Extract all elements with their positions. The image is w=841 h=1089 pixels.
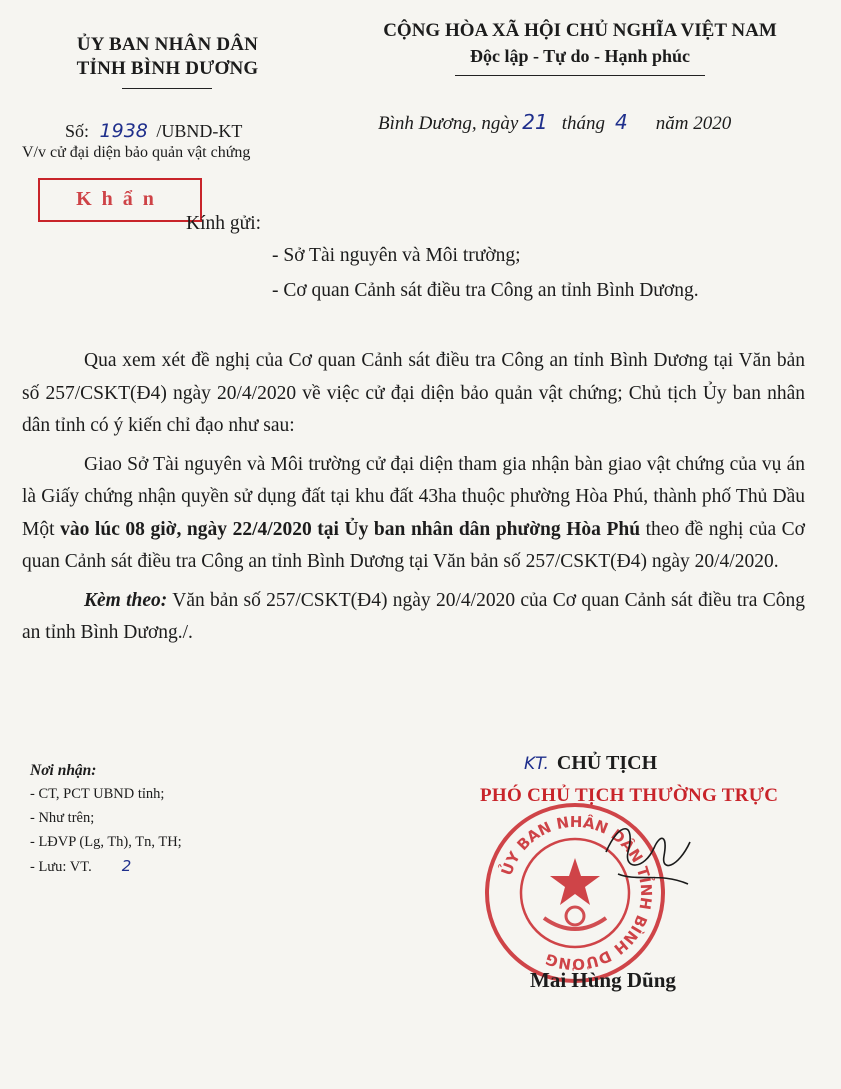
archive-copies-handwritten: 2 [121, 857, 132, 875]
kt-handwritten: KT. [524, 754, 549, 774]
motto: Độc lập - Tự do - Hạnh phúc [469, 46, 691, 66]
so-label: Số: [65, 121, 90, 141]
document-number [65, 120, 242, 142]
signer-title-line [524, 752, 657, 775]
urgency-stamp-text: Khẩn [76, 188, 164, 210]
signer-title: CHỦ TỊCH [556, 752, 658, 774]
urgency-stamp [38, 178, 202, 222]
motto-underline [455, 75, 705, 76]
distribution-items [30, 782, 182, 879]
distribution-item: - CT, PCT UBND tỉnh; [30, 786, 165, 802]
seal-star-icon [550, 858, 600, 905]
para2-start: Giao Sở Tài nguyên và Môi trường cử đại diện tham gia nhận bàn giao vật chứng của vụ án là Giấy chứng nhận quyền sử dụng đất tại khu đất 43ha thuộc phường Hòa Phú, thành phố Thủ Dầu Một [22, 453, 805, 540]
distribution-item: - LĐVP (Lg, Th), Tn, TH; [30, 834, 182, 850]
signature-stroke [606, 829, 690, 884]
month-handwritten: 4 [615, 110, 628, 134]
year-text: năm 2020 [655, 113, 732, 134]
national-heading [345, 20, 815, 67]
recipient-item: - Sở Tài nguyên và Môi trường; [272, 245, 521, 266]
month-label: tháng [561, 113, 606, 134]
recipient-item: - Cơ quan Cảnh sát điều tra Công an tỉnh Bình Dương. [272, 280, 699, 301]
signer-name: Mai Hùng Dũng [530, 968, 676, 992]
nation-name: CỘNG HÒA XÃ HỘI CHỦ NGHĨA VIỆT NAM [383, 20, 777, 41]
agency-line-2: TỈNH BÌNH DƯƠNG [76, 58, 259, 79]
para2-bold: vào lúc 08 giờ, ngày 22/4/2020 tại Ủy ban nhân dân phường Hòa Phú [60, 518, 641, 540]
day-handwritten: 21 [522, 110, 548, 134]
seal-ring-textpath: ỦY BAN NHÂN DÂN TỈNH BÌNH DƯƠNG [497, 812, 656, 974]
agency-underline [122, 88, 212, 89]
recipients-label: Kính gửi: [186, 213, 262, 234]
issuing-agency [40, 34, 295, 80]
para2-end: theo đề nghị của Cơ quan Cảnh sát điều tra Công an tỉnh Bình Dương tại Văn bản số 257/CSKT(Đ4) ngày 20/4/2020. [22, 518, 805, 572]
distribution-item-archive: - Lưu: VT. 2 [30, 857, 132, 875]
place-date [378, 110, 731, 135]
distribution-item: - Như trên; [30, 810, 95, 826]
agency-line-1: ỦY BAN NHÂN DÂN [76, 34, 259, 55]
attachment-text: Văn bản số 257/CSKT(Đ4) ngày 20/4/2020 của Cơ quan Cảnh sát điều tra Công an tỉnh Bình Dương./. [22, 589, 805, 643]
handwritten-signature [598, 812, 698, 902]
body-paragraph-1: Qua xem xét đề nghị của Cơ quan Cảnh sát điều tra Công an tỉnh Bình Dương tại Văn bản số 257/CSKT(Đ4) ngày 20/4/2020 về việc cử đại diện bảo quản vật chứng; Chủ tịch Ủy ban nhân dân tỉnh có ý kiến chỉ đạo như sau: [22, 350, 805, 436]
body-paragraph-3 [22, 585, 805, 650]
body-paragraph-2 [22, 449, 805, 579]
signer-subtitle: PHÓ CHỦ TỊCH THƯỜNG TRỰC [480, 785, 779, 806]
seal-cog-icon [566, 907, 584, 925]
document-body [22, 345, 805, 650]
so-suffix: /UBND-KT [156, 121, 243, 141]
place-date-prefix: Bình Dương, ngày [378, 113, 519, 134]
so-number-handwritten: 1938 [99, 120, 148, 142]
distribution-label: Nơi nhận: [30, 762, 97, 779]
distribution-list [30, 762, 182, 879]
subject-line: V/v cử đại diện bảo quản vật chứng [22, 144, 251, 161]
attachment-label: Kèm theo: [84, 589, 168, 611]
